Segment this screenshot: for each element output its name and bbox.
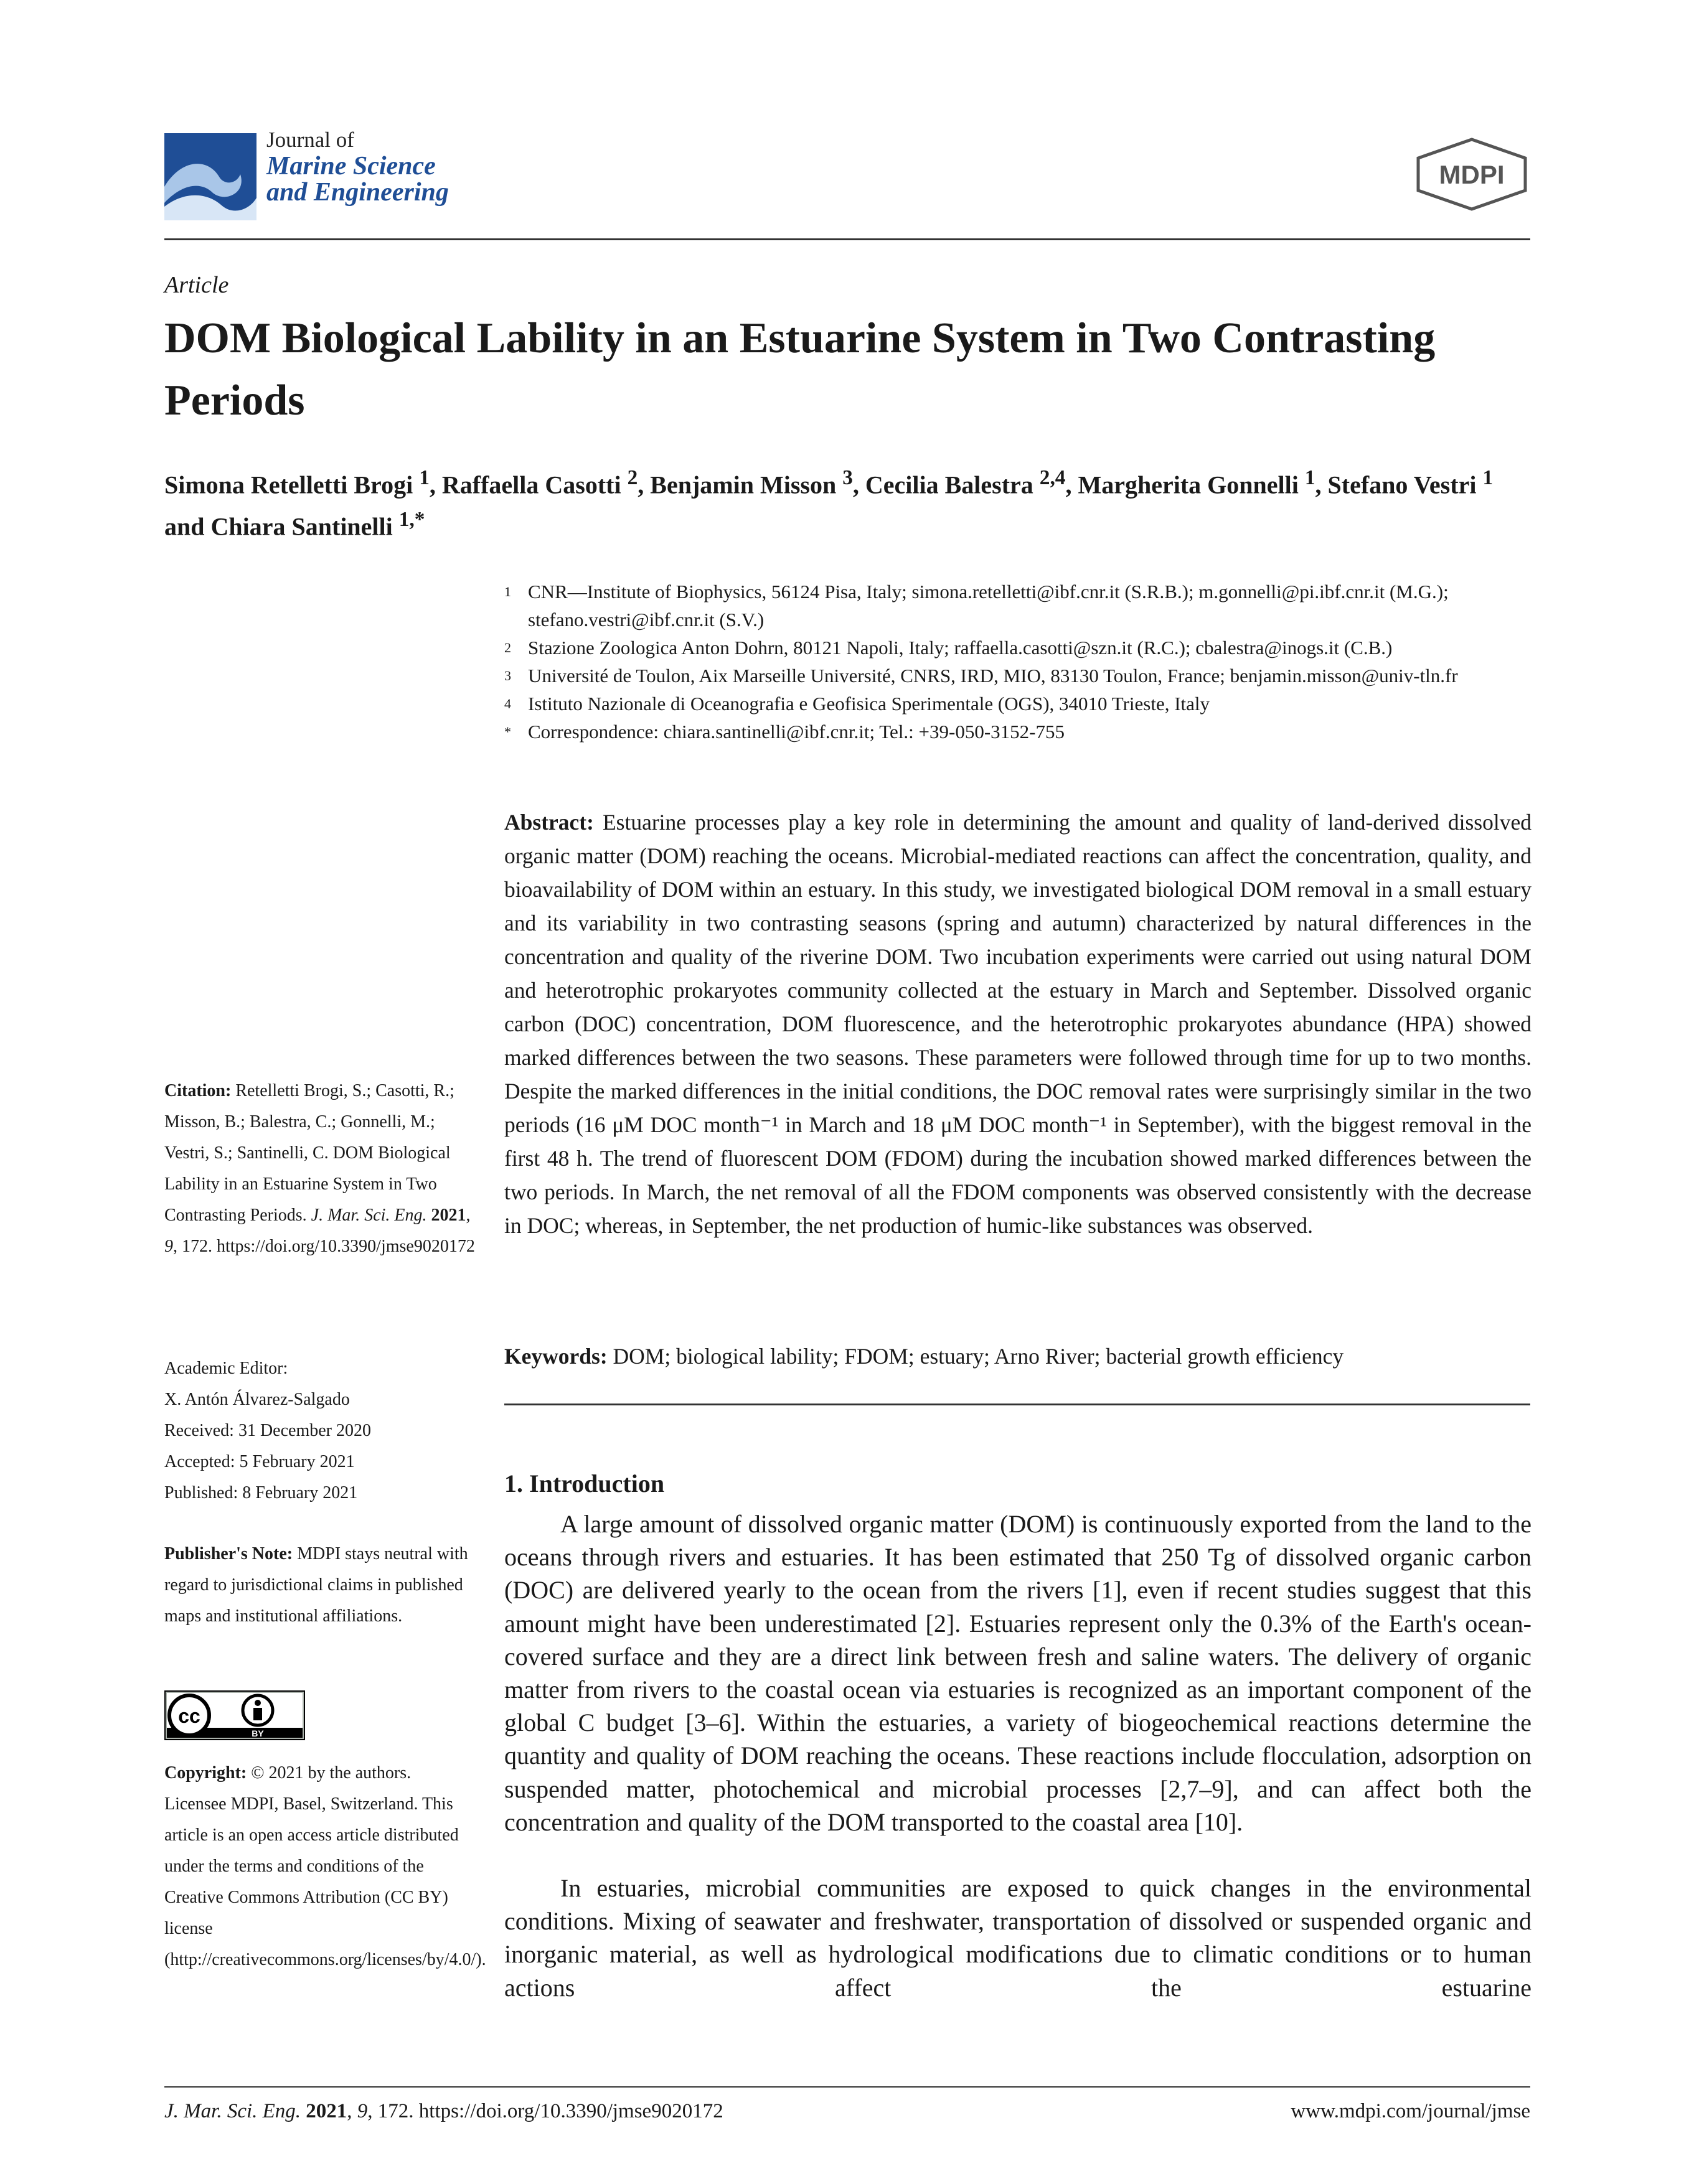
abstract-divider bbox=[504, 1404, 1530, 1405]
editor-label: Academic Editor: bbox=[164, 1359, 288, 1378]
footer-citation: J. Mar. Sci. Eng. 2021, 9, 172. https://doi.org/10.3390/jmse9020172 bbox=[164, 2100, 723, 2122]
section-heading: 1. Introduction bbox=[504, 1469, 665, 1497]
svg-text:BY: BY bbox=[252, 1728, 264, 1738]
author-affiliation-mark: 2 bbox=[627, 466, 638, 489]
author-name: Cecilia Balestra bbox=[865, 471, 1033, 499]
abstract bbox=[504, 805, 1532, 1242]
keywords-label: Keywords: bbox=[504, 1344, 608, 1369]
mdpi-logo bbox=[1413, 137, 1530, 212]
received-date: Received: 31 December 2020 bbox=[164, 1421, 371, 1440]
author-affiliation-mark: 1 bbox=[1482, 466, 1494, 489]
body-paragraph: A large amount of dissolved organic matter (DOM) is continuously exported from the land to the oceans through rivers and estuaries. It has been estimated that 250 Tg of dissolved organic carbon (DOC) are delivered yearly to the ocean from the rivers [1], even if recent studies suggest that this amount might have been underestimated [2]. Estuaries represent only the 0.3% of the Earth's ocean-covered surface and they are a direct link between fresh and saline waters. The delivery of organic matter from rivers to the coastal ocean via estuaries is recognized as an important component of the global C budget [3–6]. Within the estuaries, a variety of biogeochemical reactions determine the quantity and quality of DOM reaching the oceans. These reactions include flocculation, adsorption on suspended matter, photochemical and microbial processes [2,7–9], and can affect both the concentration and quality of the DOM transported to the coastal area [10]. bbox=[504, 1510, 1532, 1836]
affiliation-item: 2 Stazione Zoologica Anton Dohrn, 80121 Napoli, Italy; raffaella.casotti@szn.it (R.C.); cbalestra@inogs.it (C.B.) bbox=[504, 637, 1393, 658]
author-affiliation-mark: 1 bbox=[419, 466, 430, 489]
editor-name: X. Antón Álvarez-Salgado bbox=[164, 1390, 350, 1409]
author-affiliation-mark: 1 bbox=[1304, 466, 1315, 489]
accepted-date: Accepted: 5 February 2021 bbox=[164, 1452, 355, 1471]
author-name: Raffaella Casotti bbox=[441, 471, 621, 499]
footer-journal-url[interactable]: www.mdpi.com/journal/jmse bbox=[1291, 2100, 1530, 2122]
affiliation-item: 4 Istituto Nazionale di Oceanografia e Geofisica Sperimentale (OGS), 34010 Trieste, Italy bbox=[504, 693, 1210, 715]
citation-box: Citation: Retelletti Brogi, S.; Casotti, R.; Misson, B.; Balestra, C.; Gonnelli, M.; Vestri, S.; Santinelli, C. DOM Biological Lability in an Estuarine System in Two Contrasting Periods. J. Mar. Sci. Eng. 2021, 9, 172. https://doi.org/10.3390/jmse9020172 bbox=[164, 1081, 475, 1256]
author-name: Margherita Gonnelli bbox=[1078, 471, 1299, 499]
published-date: Published: 8 February 2021 bbox=[164, 1483, 358, 1502]
keywords-text: DOM; biological lability; FDOM; estuary; Arno River; bacterial growth efficiency bbox=[607, 1344, 1344, 1369]
author-affiliation-mark: 1,* bbox=[398, 508, 425, 532]
author-name: Simona Retelletti Brogi bbox=[164, 471, 413, 499]
author-list: Simona Retelletti Brogi $^1$, Raffaella Casotti $^2$, Benjamin Misson $^3$, Cecilia Balestra $^{2,4}$, Margherita Gonnelli $^1$, Stefano Vestri $^1$ and Chiara Santinelli $^{1,*}$ bbox=[164, 466, 1494, 541]
journal-name-line1: Journal of bbox=[266, 128, 354, 152]
author-name: Chiara Santinelli bbox=[210, 512, 393, 541]
copyright-notice: Copyright: © 2021 by the authors. Licensee MDPI, Basel, Switzerland. This article is an open access article distributed under the terms and conditions of the Creative Commons Attribution (CC BY) license (http://creativecommons.org/licenses/by/4.0/). bbox=[164, 1763, 486, 1969]
abstract-text: Estuarine processes play a key role in determining the amount and quality of land-derived dissolved organic matter (DOM) reaching the oceans. Microbial-mediated reactions can affect the concentration, quality, and bioavailability of DOM within an estuary. In this study, we investigated biological DOM removal in a small estuary and its variability in two contrasting seasons (spring and autumn) characterized by natural differences in the concentration and quality of the riverine DOM. Two incubation experiments were carried out using natural DOM and heterotrophic prokaryotes community collected at the estuary in March and September. Dissolved organic carbon (DOC) concentration, DOM fluorescence, and the heterotrophic prokaryotes abundance (HPA) showed marked differences between the two seasons. These parameters were followed through time for up to two months. Despite the marked differences in the initial conditions, the DOC removal rates were surprisingly similar in the two periods (16 μM DOC month⁻¹ in March and 18 μM DOC month⁻¹ in September), with the biggest removal in the first 48 h. The trend of fluorescent DOM (FDOM) during the incubation showed marked differences between the two periods. In March, the net removal of all the FDOM components was observed consistently with the decrease in DOC; whereas, in September, the net production of humic-like substances was observed. bbox=[504, 810, 1532, 1238]
correspondence: * Correspondence: chiara.santinelli@ibf.cnr.it; Tel.: +39-050-3152-755 bbox=[504, 721, 1065, 743]
body-paragraph: In estuaries, microbial communities are exposed to quick changes in the environmental conditions. Mixing of seawater and freshwater, transportation of dissolved or suspended organic and inorganic material, as well as hydrological modifications due to climatic conditions or to human actions affect the estuarine bbox=[504, 1874, 1532, 2002]
footer-divider bbox=[164, 2086, 1530, 2088]
journal-logo bbox=[164, 133, 256, 220]
abstract-label: Abstract: bbox=[504, 810, 594, 835]
cc-by-license-icon[interactable] bbox=[164, 1690, 305, 1740]
article-type: Article bbox=[164, 272, 229, 298]
keywords bbox=[504, 1339, 1532, 1373]
author-name: Benjamin Misson bbox=[650, 471, 837, 499]
svg-text:cc: cc bbox=[178, 1705, 200, 1727]
journal-name bbox=[266, 127, 449, 205]
affiliations bbox=[504, 578, 1538, 746]
journal-name-line3: and Engineering bbox=[266, 178, 449, 207]
journal-name-line2: Marine Science bbox=[266, 152, 436, 180]
article-dates bbox=[164, 1353, 476, 1509]
footer-doi-link[interactable]: , 172. https://doi.org/10.3390/jmse9020172 bbox=[367, 2100, 723, 2122]
affiliation-item: 3 Université de Toulon, Aix Marseille Université, CNRS, IRD, MIO, 83130 Toulon, France; benjamin.misson@univ-tln.fr bbox=[504, 665, 1458, 687]
publisher-note: Publisher's Note: MDPI stays neutral with regard to jurisdictional claims in published maps and institutional affiliations. bbox=[164, 1544, 468, 1626]
author-affiliation-mark: 2,4 bbox=[1039, 466, 1066, 489]
paper-title: DOM Biological Lability in an Estuarine System in Two Contrasting Periods bbox=[164, 314, 1436, 424]
author-affiliation-mark: 3 bbox=[842, 466, 853, 489]
affiliation-item: 1 CNR—Institute of Biophysics, 56124 Pisa, Italy; simona.retelletti@ibf.cnr.it (S.R.B.); m.gonnelli@pi.ibf.cnr.it (M.G.); stefano.vestri@ibf.cnr.it (S.V.) bbox=[504, 581, 1449, 630]
svg-text:MDPI: MDPI bbox=[1439, 160, 1505, 189]
author-name: Stefano Vestri bbox=[1327, 471, 1477, 499]
citation-doi-link[interactable]: , 172. https://doi.org/10.3390/jmse9020172 bbox=[173, 1237, 475, 1256]
header-divider bbox=[164, 238, 1530, 240]
